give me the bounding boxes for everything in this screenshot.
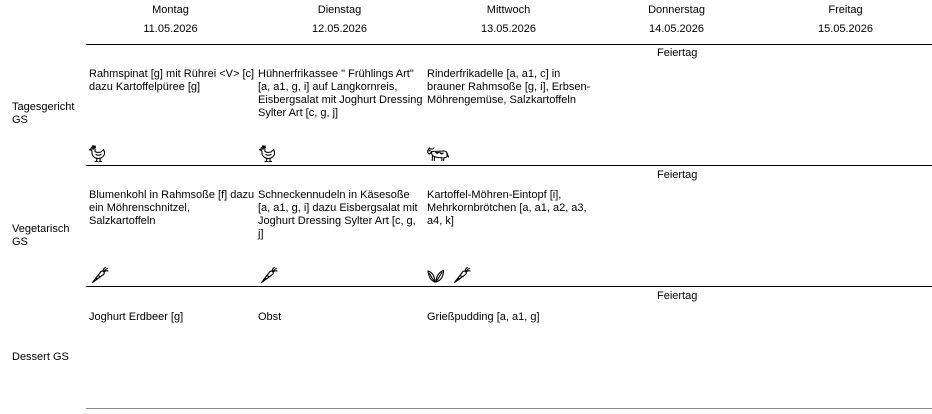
dish-text: Grießpudding [a, a1, g] [427,311,540,323]
day-date: 15.05.2026 [817,23,874,35]
chicken-icon [258,143,278,163]
dish-text: Obst [258,311,282,323]
row-label-line: Dessert GS [12,351,69,363]
dish-text: Hühnerfrikassee " Frühlings Art" [a, a1, g, i] auf Langkornreis, Eisbergsalat mit Joghurt Dressing Sylter Art [c, g, j] [258,68,423,119]
day-date: 14.05.2026 [648,23,705,35]
cow-icon [426,143,450,163]
day-name: Donnerstag [648,4,705,16]
day-date: 13.05.2026 [480,23,537,35]
row-label-line: GS [12,236,28,248]
row-label-line: Vegetarisch [12,223,70,235]
carrot-icon [452,265,472,285]
row-label-line: Tagesgericht [12,101,75,113]
row-divider [86,44,932,45]
row-label-line: GS [12,114,28,126]
holiday-label: Feiertag [657,290,698,302]
chicken-icon [88,143,108,163]
dish-text: Schneckennudeln in Käsesoße [a, a1, g, i] dazu Eisbergsalat mit Joghurt Dressing Sylter Art [c, g, j] [258,189,418,240]
carrot-icon [90,265,110,285]
holiday-label: Feiertag [657,169,698,181]
dish-text: Rahmspinat [g] mit Rührei <V> [c] dazu Kartoffelpüree [g] [89,68,255,93]
day-name: Freitag [828,4,863,16]
day-date: 12.05.2026 [311,23,368,35]
holiday-label: Feiertag [657,47,698,59]
dish-text: Blumenkohl in Rahmsoße [f] dazu ein Möhrenschnitzel, Salzkartoffeln [89,189,255,227]
day-name: Dienstag [317,4,362,16]
row-divider [86,165,932,166]
carrot-icon [259,265,279,285]
row-label-vegetarisch [12,223,69,249]
row-label-dessert [12,351,69,364]
dish-text: Joghurt Erdbeer [g] [89,311,184,323]
day-name: Montag [152,4,189,16]
day-name: Mittwoch [486,4,531,16]
row-divider [86,286,932,287]
leaves-icon [426,265,446,285]
dish-text: Kartoffel-Möhren-Eintopf [i], Mehrkornbrötchen [a, a1, a2, a3, a4, k] [427,189,587,227]
row-label-tagesgericht [12,101,74,127]
day-date: 11.05.2026 [143,23,198,35]
row-divider [86,408,932,409]
dish-text: Rinderfrikadelle [a, a1, c] in brauner Rahmsoße [g, i], Erbsen-Möhrengemüse, Salzkartoffeln [427,68,591,106]
